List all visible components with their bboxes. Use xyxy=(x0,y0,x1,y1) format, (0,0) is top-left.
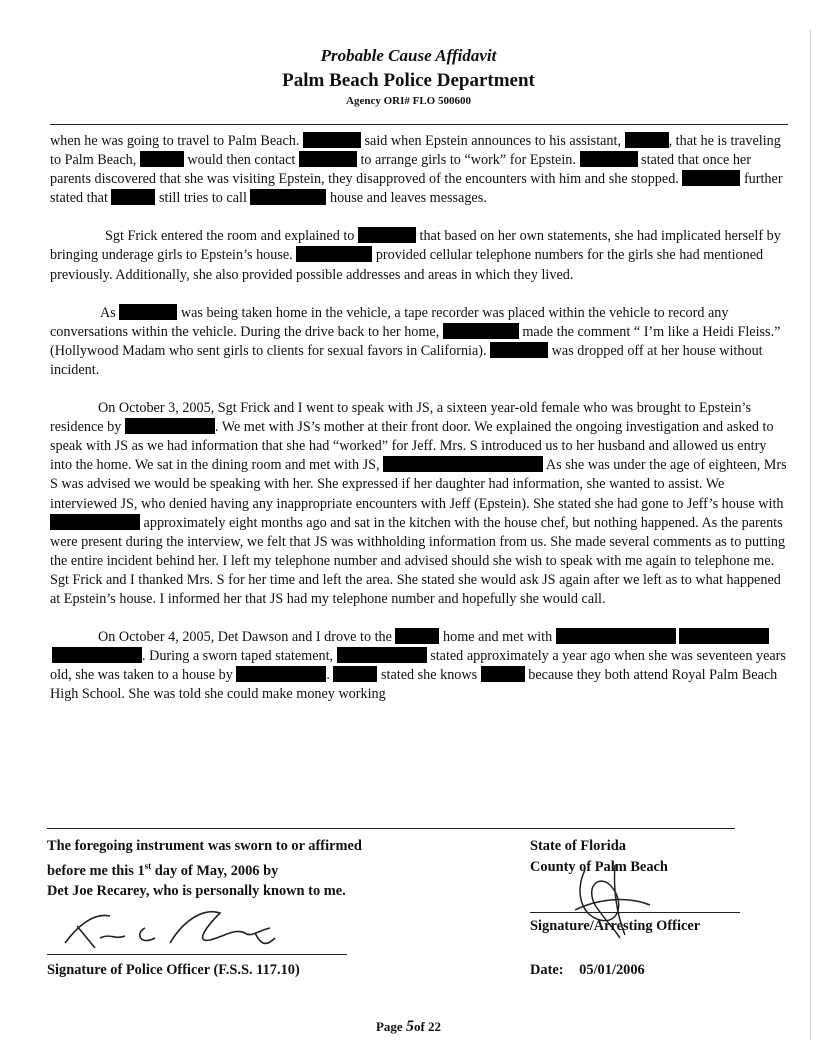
redaction-box xyxy=(481,666,525,682)
redaction-box xyxy=(50,514,140,530)
redaction-box xyxy=(443,323,519,339)
county-label: County of Palm Beach xyxy=(530,859,668,875)
redaction-box xyxy=(303,132,361,148)
redaction-box xyxy=(52,647,142,663)
page-number: Page 5of 22 xyxy=(375,1018,442,1035)
department-name: Palm Beach Police Department xyxy=(282,70,535,91)
redaction-box xyxy=(140,151,184,167)
header-rule xyxy=(50,124,788,125)
redaction-box xyxy=(383,456,543,472)
redaction-box xyxy=(250,189,326,205)
paragraph-5: On October 4, 2005, Det Dawson and I drove to the home and met with . During a sworn taped statement, stated approximately a year ago when she was seventeen years old, she was taken to a house by . stated she knows because they both attend Royal Palm Beach High School. She was told she could make money working xyxy=(50,629,786,703)
sworn-statement: The foregoing instrument was sworn to or affirmed before me this 1st day of May, 2006 by Det Joe Recarey, who is personally known to me. xyxy=(47,838,362,899)
arresting-signature-line xyxy=(530,912,740,913)
police-signature-line xyxy=(47,954,347,955)
redaction-box xyxy=(679,628,769,644)
redaction-box xyxy=(236,666,326,682)
redaction-box xyxy=(625,132,669,148)
page-edge-line xyxy=(810,30,811,1040)
redaction-box xyxy=(111,189,155,205)
redaction-box xyxy=(337,647,427,663)
paragraph-2: Sgt Frick entered the room and explained to that based on her own statements, she had implicated herself by bringing underage girls to Epstein’s house. provided cellular telephone numbers for the girls she had mentioned previously. Additionally, she also provided possible addresses and areas in which they lived. xyxy=(50,228,781,283)
police-signature-label: Signature of Police Officer (F.S.S. 117.10) xyxy=(47,962,300,978)
redaction-box xyxy=(296,246,372,262)
redaction-box xyxy=(119,304,177,320)
redaction-box xyxy=(333,666,377,682)
paragraph-1: when he was going to travel to Palm Beach. said when Epstein announces to his assistant, , that he is traveling to Palm Beach, would then contact to arrange girls to “work” for Epstein. stated that once her parents discovered that she was visiting Epstein, they disapproved of the encounters with him and she stopped. further stated that still tries to call house and leaves messages. xyxy=(50,133,783,207)
redaction-box xyxy=(490,342,548,358)
paragraph-3: As was being taken home in the vehicle, a tape recorder was placed within the vehicle to record any conversations within the vehicle. During the drive back to her home, made the comment “ I’m like a Heidi Fleiss.” (Hollywood Madam who sent girls to clients for sexual favors in California). was dropped off at her house without incident. xyxy=(50,304,781,378)
date-label: Date: xyxy=(530,962,564,978)
document-title: Probable Cause Affidavit xyxy=(320,46,497,65)
date-value: 05/01/2006 xyxy=(579,962,645,978)
agency-ori: Agency ORI# FLO 500600 xyxy=(346,95,471,107)
redaction-box xyxy=(395,628,439,644)
affidavit-body xyxy=(50,132,790,704)
state-label: State of Florida xyxy=(530,838,626,854)
redaction-box xyxy=(580,151,638,167)
paragraph-4: On October 3, 2005, Sgt Frick and I went to speak with JS, a sixteen year-old female who was brought to Epstein’s residence by . We met with JS’s mother at their front door. We explained the ongoing investigation and asked to speak with JS as we had information that she had “worked” for Jeff. Mrs. S introduced us to her husband and allowed us entry into the home. We sat in the dining room and met with JS, As she was under the age of eighteen, Mrs S was advised we would be speaking with her. She expressed if her daughter had information, she wanted to assist. We interviewed JS, who denied having any inappropriate encounters with Jeff (Epstein). She stated she had gone to Jeff’s house with approximately eight months ago and sat in the kitchen with the house chef, but nothing happened. As the parents were present during the interview, we felt that JS was withholding information from us. She made several comments as to putting the entire incident behind her. I left my telephone number and advised should she wish to speak with me again to telephone me. Sgt Frick and I thanked Mrs. S for her time and left the area. She stated she would ask JS again after we left as to what happened at Epstein’s house. I informed her that JS had my telephone number and hopefully she would call. xyxy=(50,400,787,607)
redaction-box xyxy=(299,151,357,167)
footer-rule xyxy=(47,828,735,829)
date-field xyxy=(530,960,645,980)
redaction-box xyxy=(125,418,215,434)
redaction-box xyxy=(682,170,740,186)
redaction-box xyxy=(358,227,416,243)
arresting-signature-label: Signature/Arresting Officer xyxy=(530,918,701,934)
redaction-box xyxy=(556,628,676,644)
police-officer-signature xyxy=(55,898,315,958)
